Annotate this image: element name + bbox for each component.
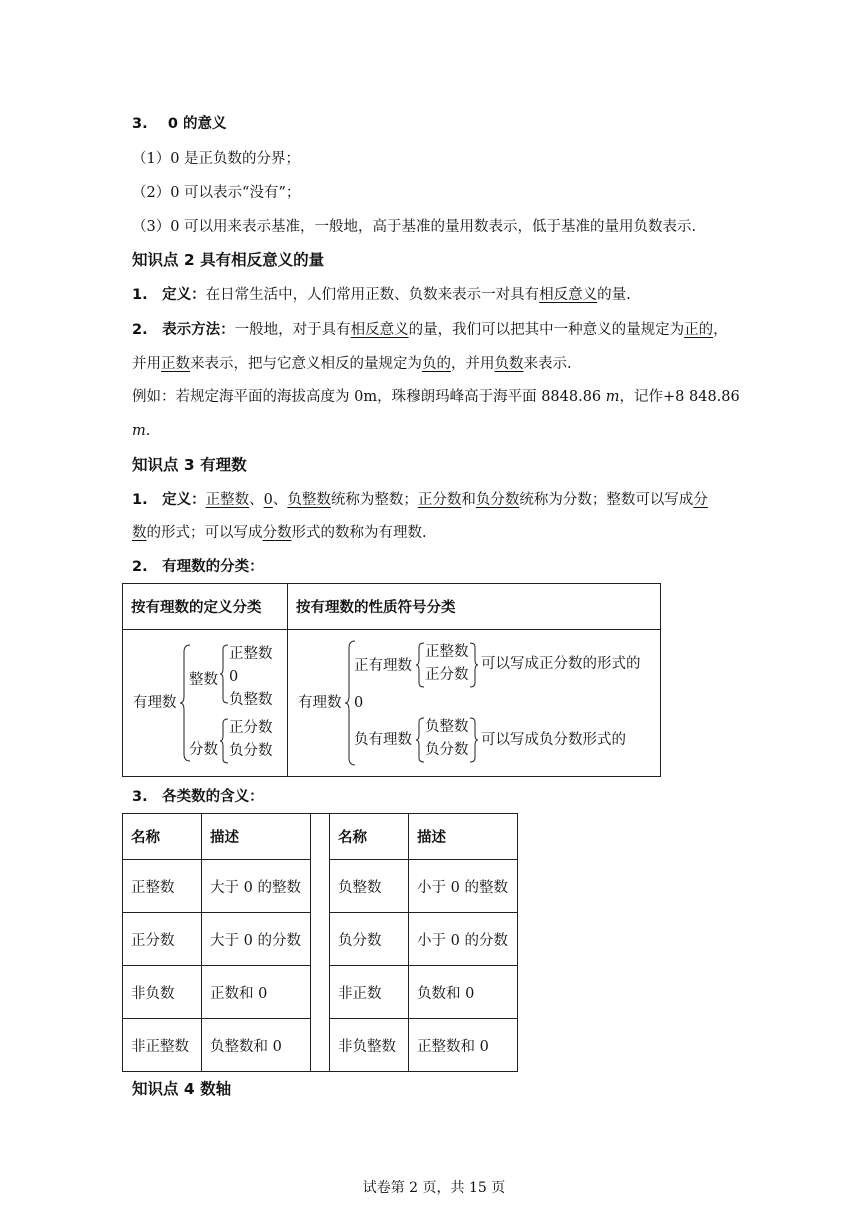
kp2-example: 例如：若规定海平面的海拔高度为 0m，珠穆朗玛峰高于海平面 8848.86 m，记作+8 848.86 <box>132 389 740 405</box>
tree-node: 0 <box>354 695 364 711</box>
tree-leaf: 正分数 <box>229 720 273 736</box>
brace-right-icon <box>469 717 479 763</box>
table-separator <box>311 814 330 1072</box>
table-header: 描述 <box>409 814 518 860</box>
tree-node: 分数 <box>189 742 218 758</box>
table-header: 按有理数的定义分类 <box>123 584 288 630</box>
brace-icon <box>219 644 229 704</box>
tree-note: 可以写成正分数的形式的 <box>481 656 641 672</box>
tree-leaf: 负整数 <box>229 692 273 708</box>
kp3-definition: 1. 定义：正整数、0、负整数统称为整数；正分数和负分数统称为分数；整数可以写成分 <box>132 492 708 508</box>
brace-right-icon <box>469 642 479 688</box>
tree-leaf: 正整数 <box>229 646 273 662</box>
tree-node: 负有理数 <box>354 732 412 748</box>
tree-node: 正有理数 <box>354 658 412 674</box>
table-header: 按有理数的性质符号分类 <box>288 584 661 630</box>
definition-tree <box>123 630 288 777</box>
tree-leaf: 负整数 <box>425 719 469 735</box>
kp2-method-cont: 并用正数来表示，把与它意义相反的量规定为负的，并用负数来表示. <box>132 356 572 372</box>
sign-tree <box>288 630 661 777</box>
list-item: （2）0 可以表示“没有”； <box>132 185 301 201</box>
classification-table <box>122 583 661 777</box>
tree-node: 整数 <box>189 672 218 688</box>
label: 1. 定义： <box>132 287 206 303</box>
brace-icon <box>415 717 425 763</box>
table-row: 非正整数 负整数和 0 非负整数 正整数和 0 <box>123 1019 518 1072</box>
table-row: 正分数 大于 0 的分数 负分数 小于 0 的分数 <box>123 913 518 966</box>
tree-leaf: 负分数 <box>425 742 469 758</box>
label: 2. 表示方法： <box>132 322 235 338</box>
tree-leaf: 负分数 <box>229 743 273 759</box>
knowledge-point-heading: 知识点 3 有理数 <box>132 456 247 474</box>
section-number: 3. <box>132 116 148 132</box>
knowledge-point-heading: 知识点 4 数轴 <box>132 1080 232 1098</box>
table-header: 描述 <box>202 814 311 860</box>
table-row: 非负数 正数和 0 非正数 负数和 0 <box>123 966 518 1019</box>
tree-root: 有理数 <box>133 695 177 711</box>
kp3-definition-cont: 数的形式；可以写成分数形式的数称为有理数. <box>132 525 427 541</box>
tree-leaf: 正分数 <box>425 667 469 683</box>
tree-leaf: 0 <box>229 669 239 685</box>
kp2-definition: 1. 定义：在日常生活中，人们常用正数、负数来表示一对具有相反意义的量. <box>132 287 631 303</box>
table-header: 名称 <box>123 814 202 860</box>
tree-root: 有理数 <box>298 695 342 711</box>
tree-leaf: 正整数 <box>425 644 469 660</box>
section-heading-zero <box>132 114 226 134</box>
tree-note: 可以写成负分数形式的 <box>481 732 626 748</box>
brace-icon <box>219 718 229 764</box>
table-header: 名称 <box>330 814 409 860</box>
brace-icon <box>415 642 425 688</box>
kp2-example-cont: m. <box>132 423 151 439</box>
meaning-table <box>122 813 518 1072</box>
table-row: 正整数 大于 0 的整数 负整数 小于 0 的整数 <box>123 860 518 913</box>
classification-title: 2. 有理数的分类： <box>132 559 264 575</box>
knowledge-point-heading: 知识点 2 具有相反意义的量 <box>132 251 325 269</box>
meaning-title: 3. 各类数的含义： <box>132 789 264 805</box>
kp2-method: 2. 表示方法：一般地，对于具有相反意义的量，我们可以把其中一种意义的量规定为正的， <box>132 322 728 338</box>
page-footer: 试卷第 2 页，共 15 页 <box>362 1180 506 1196</box>
list-item: （3）0 可以用来表示基准，一般地，高于基准的量用数表示，低于基准的量用负数表示. <box>132 219 697 235</box>
list-item: （1）0 是正负数的分界； <box>132 151 301 167</box>
section-title: 0 的意义 <box>167 116 227 132</box>
